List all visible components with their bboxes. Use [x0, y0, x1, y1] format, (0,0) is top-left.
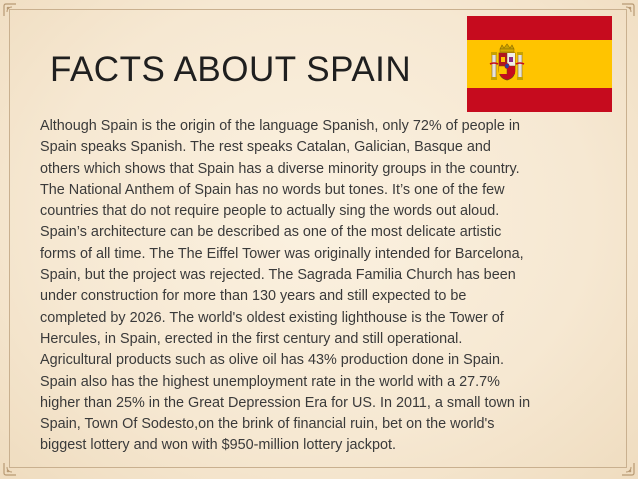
slide-title: FACTS ABOUT SPAIN: [50, 50, 412, 89]
corner-ornament-icon: [620, 461, 636, 477]
slide-body-text: Although Spain is the origin of the language Spanish, only 72% of people in Spain speaks Spanish. The rest speaks Catalan, Galician, Basque and others which shows that Spain has a diverse minority groups in the country. The National Anthem of Spain has no words but tones. It’s one of the few countries that do not require people to actually sing the words out aloud. Spain’s architecture can be described as one of the most delicate artistic forms of all time. The The Eiffel Tower was originally intended for Barcelona, Spain, but the project was rejected. The Sagrada Familia Church has been under construction for more than 130 years and still expected to be completed by 2026. The world's oldest existing lighthouse is the Tower of Hercules, in Spain, erected in the first century and still operational. Agricultural products such as olive oil has 43% production done in Spain. Spain also has the highest unemployment rate in the world with a 27.7% higher than 25% in the Great Depression Era for US. In 2011, a small town in Spain, Town Of Sodesto,on the brink of financial ruin, bet on the world's biggest lottery and won with $950-million lottery jackpot.: [40, 118, 531, 454]
spain-flag-icon: [467, 16, 612, 112]
corner-ornament-icon: [2, 2, 18, 18]
corner-ornament-icon: [2, 461, 18, 477]
coat-of-arms-icon: [487, 40, 527, 88]
corner-ornament-icon: [620, 2, 636, 18]
